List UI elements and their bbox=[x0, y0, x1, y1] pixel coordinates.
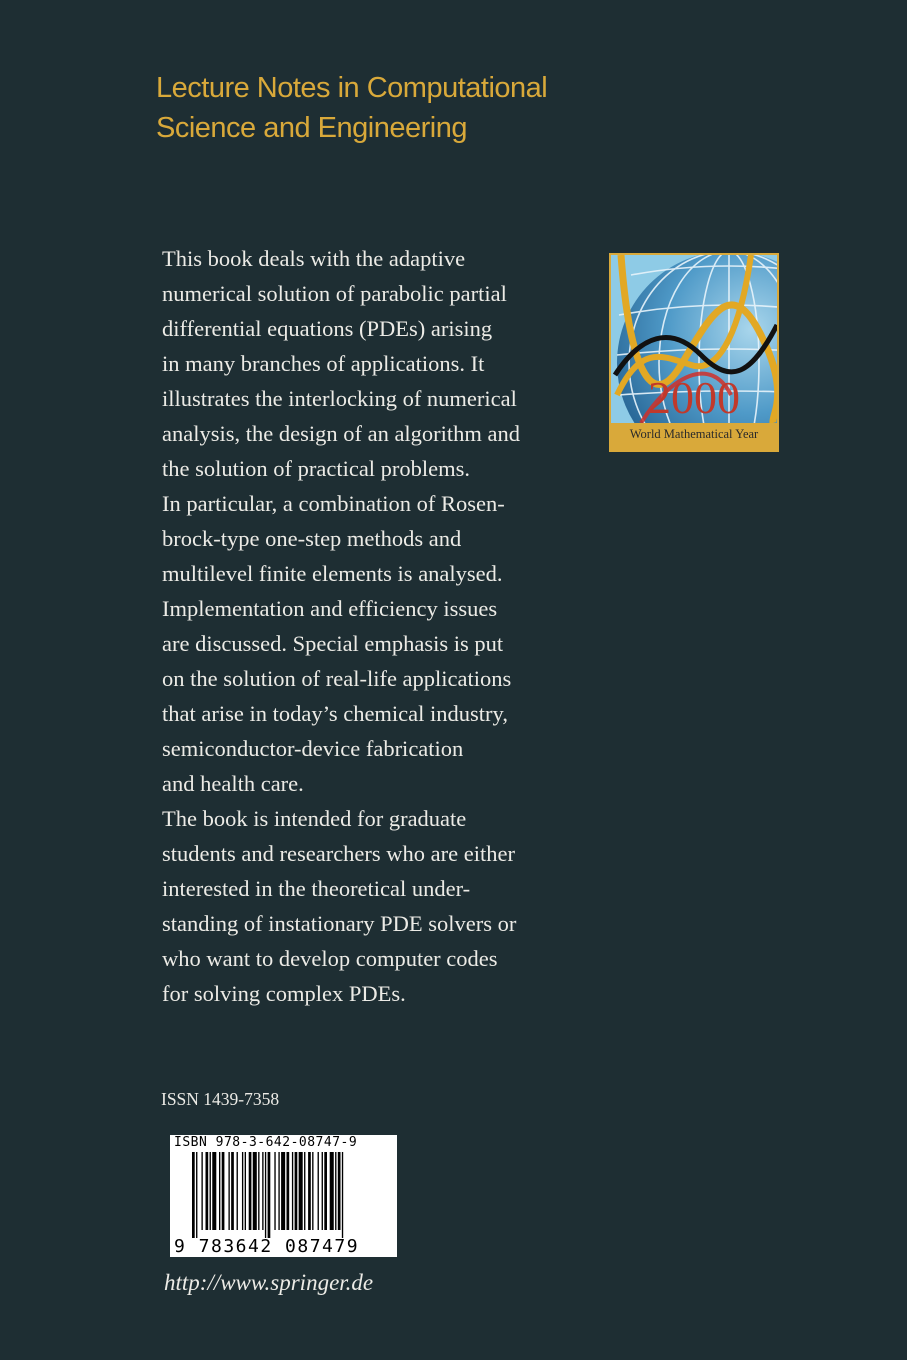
series-title-line-2: Science and Engineering bbox=[156, 112, 467, 144]
barcode-bar bbox=[281, 1152, 285, 1230]
description-line: The book is intended for graduate bbox=[162, 806, 467, 831]
description-line: and health care. bbox=[162, 771, 304, 796]
barcode-bar bbox=[212, 1152, 216, 1230]
barcode-bar bbox=[342, 1152, 343, 1238]
publisher-url[interactable]: http://www.springer.de bbox=[164, 1270, 374, 1295]
barcode-bar bbox=[219, 1152, 220, 1230]
barcode-bar bbox=[245, 1152, 246, 1230]
world-mathematical-year-logo bbox=[609, 253, 779, 452]
year-label: 2000 bbox=[648, 372, 740, 423]
issn-number: ISSN 1439-7358 bbox=[161, 1089, 280, 1109]
description-line: in many branches of applications. It bbox=[162, 351, 485, 376]
description-line: differential equations (PDEs) arising bbox=[162, 316, 493, 341]
description-line: This book deals with the adaptive bbox=[162, 246, 466, 271]
barcode-bar bbox=[249, 1152, 252, 1230]
description-line: standing of instationary PDE solvers or bbox=[162, 911, 517, 936]
description-line: on the solution of real-life applications bbox=[162, 666, 512, 691]
barcode-bar bbox=[274, 1152, 275, 1230]
description-line: semiconductor-device fabrication bbox=[162, 736, 464, 761]
barcode-bar bbox=[242, 1152, 243, 1230]
barcode-bar bbox=[201, 1152, 202, 1230]
barcode-bar bbox=[304, 1152, 305, 1230]
barcode-bar bbox=[322, 1152, 323, 1230]
barcode-bar bbox=[265, 1152, 266, 1238]
series-title-line-1: Lecture Notes in Computational bbox=[156, 72, 548, 104]
barcode-bar bbox=[262, 1152, 263, 1230]
description-line: brock-type one-step methods and bbox=[162, 526, 462, 551]
barcode-icon bbox=[170, 1152, 397, 1238]
barcode-bar bbox=[253, 1152, 257, 1230]
description-line: analysis, the design of an algorithm and bbox=[162, 421, 521, 446]
barcode-bar bbox=[278, 1152, 279, 1230]
description-line: who want to develop computer codes bbox=[162, 946, 498, 971]
barcode-bar bbox=[258, 1152, 259, 1230]
barcode-bar bbox=[210, 1152, 211, 1230]
barcode-bar bbox=[338, 1152, 341, 1230]
description-line: students and researchers who are either bbox=[162, 841, 515, 866]
description-line: interested in the theoretical under- bbox=[162, 876, 471, 901]
description-line: multilevel finite elements is analysed. bbox=[162, 561, 503, 586]
barcode-bar bbox=[299, 1152, 303, 1230]
barcode-bar bbox=[206, 1152, 209, 1230]
isbn-label: ISBN 978-3-642-08747-9 bbox=[174, 1135, 358, 1150]
barcode-bar bbox=[268, 1152, 271, 1238]
barcode-bar bbox=[308, 1152, 311, 1230]
barcode-bar bbox=[287, 1152, 290, 1230]
description-line: Implementation and efficiency issues bbox=[162, 596, 498, 621]
description-line: the solution of practical problems. bbox=[162, 456, 471, 481]
barcode-bar bbox=[222, 1152, 225, 1230]
ean-digits: 9 783642 087479 bbox=[174, 1236, 360, 1257]
description-line: that arise in today’s chemical industry, bbox=[162, 701, 508, 726]
barcode-bar bbox=[192, 1152, 195, 1238]
description-line: numerical solution of parabolic partial bbox=[162, 281, 507, 306]
barcode-bar bbox=[318, 1152, 319, 1230]
barcode-bar bbox=[295, 1152, 298, 1230]
barcode-bar bbox=[312, 1152, 313, 1230]
barcode-bar bbox=[335, 1152, 336, 1230]
barcode-bar bbox=[330, 1152, 334, 1230]
description-line: for solving complex PDEs. bbox=[162, 981, 406, 1006]
globe-curves-icon bbox=[611, 255, 777, 450]
barcode-bar bbox=[228, 1152, 229, 1230]
barcode-bar bbox=[196, 1152, 197, 1238]
description-line: are discussed. Special emphasis is put bbox=[162, 631, 504, 656]
series-title bbox=[156, 68, 616, 148]
barcode-bar bbox=[292, 1152, 293, 1230]
isbn-barcode bbox=[170, 1135, 397, 1257]
logo-caption: World Mathematical Year bbox=[629, 427, 759, 441]
description-line: illustrates the interlocking of numerical bbox=[162, 386, 517, 411]
barcode-bar bbox=[237, 1152, 238, 1230]
barcode-bar bbox=[324, 1152, 327, 1230]
description-line: In particular, a combination of Rosen- bbox=[162, 491, 505, 516]
book-description bbox=[162, 241, 592, 1011]
barcode-bar bbox=[231, 1152, 234, 1230]
